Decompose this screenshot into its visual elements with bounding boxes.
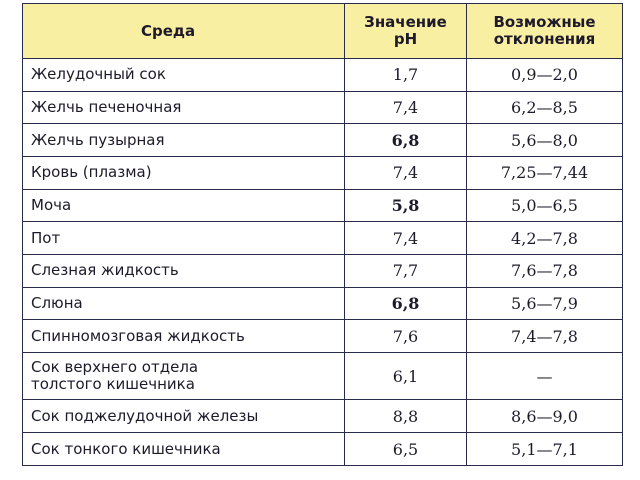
- cell-range: 5,0—6,5: [467, 189, 623, 222]
- table-row: [23, 222, 623, 255]
- table-row: [23, 287, 623, 320]
- cell-ph: 7,4: [345, 157, 467, 190]
- cell-range: 7,25—7,44: [467, 157, 623, 190]
- cell-ph: 6,8: [345, 287, 467, 320]
- table-row: [23, 59, 623, 92]
- cell-ph: 5,8: [345, 189, 467, 222]
- cell-medium: Сок тонкого кишечника: [23, 433, 345, 466]
- cell-range: 0,9—2,0: [467, 59, 623, 92]
- table-row: [23, 400, 623, 433]
- cell-medium: Спинномозговая жидкость: [23, 320, 345, 353]
- cell-range: 7,4—7,8: [467, 320, 623, 353]
- table-row: [23, 157, 623, 190]
- cell-range: 5,6—8,0: [467, 124, 623, 157]
- header-deviations: [467, 4, 623, 59]
- table-row: [23, 320, 623, 353]
- cell-ph: 6,8: [345, 124, 467, 157]
- cell-medium: Сок верхнего отдела толстого кишечника: [23, 353, 345, 400]
- table-row: [23, 255, 623, 288]
- table-row: [23, 189, 623, 222]
- cell-medium: Желчь пузырная: [23, 124, 345, 157]
- header-medium: Среда: [23, 4, 345, 59]
- cell-ph: 6,1: [345, 353, 467, 400]
- header-deviations-label: Возможные отклонения: [493, 13, 596, 48]
- table-row: [23, 353, 623, 400]
- cell-medium: Пот: [23, 222, 345, 255]
- cell-medium: Слезная жидкость: [23, 255, 345, 288]
- cell-medium: Желудочный сок: [23, 59, 345, 92]
- cell-ph: 7,6: [345, 320, 467, 353]
- cell-range: 8,6—9,0: [467, 400, 623, 433]
- table-body: [23, 59, 623, 466]
- table-header: [23, 4, 623, 59]
- cell-ph: 6,5: [345, 433, 467, 466]
- cell-ph: 7,4: [345, 91, 467, 124]
- cell-ph: 8,8: [345, 400, 467, 433]
- ph-table: [22, 3, 623, 466]
- cell-ph: 7,7: [345, 255, 467, 288]
- cell-ph: 1,7: [345, 59, 467, 92]
- table-row: [23, 124, 623, 157]
- cell-medium: Слюна: [23, 287, 345, 320]
- cell-range: —: [467, 353, 623, 400]
- cell-range: 4,2—7,8: [467, 222, 623, 255]
- cell-medium: Кровь (плазма): [23, 157, 345, 190]
- cell-range: 5,6—7,9: [467, 287, 623, 320]
- cell-range: 6,2—8,5: [467, 91, 623, 124]
- table-row: [23, 91, 623, 124]
- header-ph-label: Значение рН: [364, 13, 447, 48]
- cell-range: 5,1—7,1: [467, 433, 623, 466]
- header-row: [23, 4, 623, 59]
- header-ph: [345, 4, 467, 59]
- cell-medium: Моча: [23, 189, 345, 222]
- cell-medium: Желчь печеночная: [23, 91, 345, 124]
- cell-ph: 7,4: [345, 222, 467, 255]
- cell-medium: Сок поджелудочной железы: [23, 400, 345, 433]
- cell-range: 7,6—7,8: [467, 255, 623, 288]
- table-row: [23, 433, 623, 466]
